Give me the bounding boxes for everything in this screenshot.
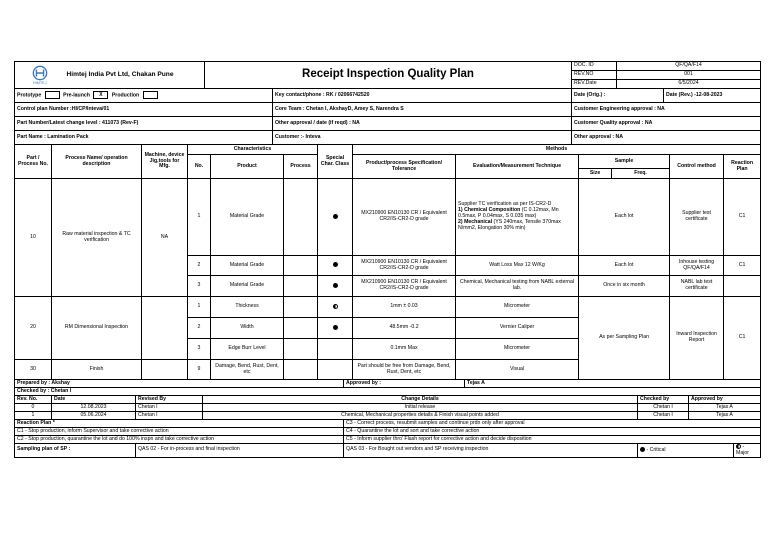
change-details-cell: Chemical, Mechanical properties details & Finish visual points added [203, 412, 638, 420]
product-cell: Material Grade [211, 276, 284, 297]
part-no-cell: 30 [15, 360, 52, 380]
col-freq: Freq. [612, 169, 670, 179]
char-no-cell: 3 [188, 339, 211, 360]
footer-table [14, 379, 761, 458]
special-class-cell [318, 179, 353, 256]
rev-date-header: Date [52, 396, 136, 404]
spec-cell: Part should be free from Damage, Bend, Rust, Dent, etc [353, 360, 456, 380]
control-cell: Inhouse testing QF/QA/F14 [670, 256, 724, 276]
control-plan-number: Control plan Number :HI/CP/Inteva/01 [15, 103, 273, 117]
reaction-plan-label: Reaction Plan * [15, 420, 344, 428]
char-no-cell: 9 [188, 360, 211, 380]
production-checkbox[interactable] [143, 91, 158, 99]
production-label: Production [111, 92, 140, 99]
product-cell: Edge Burr Level [211, 339, 284, 360]
change-details-header: Change Details [203, 396, 638, 404]
col-spec: Product/process Specification/ Tolerance [353, 155, 456, 179]
doc-id-label: DOC. ID [572, 62, 617, 71]
reaction-c2: C2 - Stop production, quarantine the lot and do 100% inspn and take corrective action [15, 436, 344, 444]
major-half-circle-icon [333, 304, 338, 309]
reaction-c4: C4 - Quarantine the lot and sort and take corrective action [344, 428, 761, 436]
sampling-qas03: QAS 03 - For Bought out vendors and SP receiving inspection [344, 444, 638, 458]
sample-cell: Once in six month [579, 276, 670, 297]
customer-engineering-approval: Customer Engineering approval : NA [572, 103, 761, 117]
eval-cell: Watt Loss Max 12 W/Kg [456, 256, 579, 276]
col-special-char: Special Char. Class [318, 145, 353, 179]
col-methods: Methods [353, 145, 761, 155]
quality-plan-sheet [14, 61, 760, 458]
revised-by-header: Revised By [136, 396, 203, 404]
critical-bullet-icon [333, 214, 338, 219]
special-class-cell [318, 256, 353, 276]
product-cell: Width [211, 318, 284, 339]
reaction-c1: C1 - Stop production, inform Supervisor and take corrective action [15, 428, 344, 436]
spec-cell: 48.5mm -0.2 [353, 318, 456, 339]
header-table [14, 61, 761, 89]
doc-id-value: QF/QA/F14 [617, 62, 761, 71]
col-part-no: Part / Process No. [15, 145, 52, 179]
customer-quality-approval: Customer Quality approval : NA [572, 117, 761, 131]
rev-no-cell: 0 [15, 404, 52, 412]
approved-by-header: Approved by [689, 396, 761, 404]
col-size: Size [579, 169, 612, 179]
eval-intro: Supplier TC verification as per IS-CR2-D [458, 201, 552, 208]
table-row [15, 412, 761, 420]
col-eval: Evaluation/Measurement Technique [456, 155, 579, 179]
machine-cell: NA [142, 179, 188, 297]
control-cell: NABL lab test certificate [670, 276, 724, 297]
col-process: Process [284, 155, 318, 179]
process-cell [284, 360, 318, 380]
logo-text: HIMTEJ [32, 80, 47, 85]
reaction-c3: C3 - Correct process, resubmit samples and continue prdn only after approval [344, 420, 761, 428]
legend-major-label: - Major [736, 443, 750, 456]
change-details-cell: Initial release [203, 404, 638, 412]
checked-by-header: Checked by [638, 396, 689, 404]
logo-icon [31, 65, 49, 81]
reaction-cell: C1 [724, 297, 761, 380]
process-cell [284, 297, 318, 318]
part-name: Part Name : Lamination Pack [15, 131, 273, 145]
process-cell [284, 318, 318, 339]
char-no-cell: 2 [188, 318, 211, 339]
revised-by-cell: Chetan I [136, 404, 203, 412]
product-cell: Thickness [211, 297, 284, 318]
prelaunch-checkbox[interactable]: X [93, 91, 108, 99]
eval-cell: Vernier Caliper [456, 318, 579, 339]
spec-cell: 1mm ± 0.03 [353, 297, 456, 318]
page-title: Receipt Inspection Quality Plan [205, 62, 572, 89]
special-class-cell [318, 339, 353, 360]
approved-by-name: Tejas A [465, 380, 761, 388]
prototype-checkbox[interactable] [45, 91, 60, 99]
part-number: Part Number/Latest change level : 411073 (Rev-F) [15, 117, 273, 131]
process-cell [284, 339, 318, 360]
col-product: Product [211, 155, 284, 179]
table-row [15, 404, 761, 412]
char-no-cell: 2 [188, 256, 211, 276]
spec-cell: 0.1mm Max [353, 339, 456, 360]
special-class-cell [318, 318, 353, 339]
critical-legend-icon [640, 447, 645, 452]
critical-bullet-icon [333, 283, 338, 288]
eval-cell: Visual [456, 360, 579, 380]
prototype-label: Prototype [17, 92, 42, 99]
eval-mech-heading: 2) Mechanical [458, 218, 493, 225]
rev-date-label: REV.Date [572, 80, 617, 89]
process-cell [284, 276, 318, 297]
part-no-cell: 20 [15, 297, 52, 360]
sampling-plan-label: Sampling plan of SP : [15, 444, 136, 458]
rev-date-cell: 12.08.2023 [52, 404, 136, 412]
table-row [15, 179, 761, 256]
company-name: Himtej India Pvt Ltd, Chakan Pune [65, 62, 205, 89]
product-cell: Material Grade [211, 256, 284, 276]
info-table [14, 88, 761, 145]
machine-cell [142, 360, 188, 380]
special-class-cell [318, 360, 353, 380]
process-name-cell: Raw material inspection & TC verification [52, 179, 142, 297]
revised-by-cell: Chetan I [136, 412, 203, 420]
eval-mech-text: (YS 240max, Tensile 370max N/mm2, Elongation 30% min) [458, 218, 561, 231]
core-team: Core Team : Chetan I, AkshayD, Amey S, Narendra S [273, 103, 572, 117]
eval-cell: Chemical, Mechanical testing from NABL external lab. [456, 276, 579, 297]
process-cell [284, 256, 318, 276]
col-characteristics: Characteristics [188, 145, 318, 155]
col-reaction: Reaction Plan [724, 155, 761, 179]
legend-critical-label: - Critical [646, 446, 666, 453]
reaction-cell: C1 [724, 256, 761, 276]
sampling-qas02: QAS 02 - For in-process and final inspection [136, 444, 344, 458]
special-class-cell [318, 297, 353, 318]
col-no: No. [188, 155, 211, 179]
control-cell: Inward Inspection Report [670, 297, 724, 380]
special-class-cell [318, 276, 353, 297]
col-process-name: Process Name/ operation description [52, 145, 142, 179]
date-orig: Date (Orig.) : [572, 89, 664, 103]
table-row [15, 297, 761, 318]
eval-cell [456, 179, 579, 256]
product-cell: Damage, Bend, Rust, Dent, etc [211, 360, 284, 380]
checked-by-cell: Chetan I [638, 412, 689, 420]
eval-chem-heading: 1) Chemical Composition [458, 207, 521, 214]
col-control: Control method [670, 155, 724, 179]
phase-selector [15, 89, 273, 103]
rev-no-value: 001 [617, 71, 761, 80]
sample-cell: Each lot [579, 179, 670, 256]
date-rev: Date (Rev.) -12-08-2023 [664, 89, 761, 103]
process-name-cell: Finish [52, 360, 142, 380]
customer: Customer :- Inteva [273, 131, 572, 145]
process-cell [284, 179, 318, 256]
part-no-cell: 10 [15, 179, 52, 297]
approved-by: Approved by : [344, 380, 465, 388]
char-no-cell: 1 [188, 297, 211, 318]
major-legend-icon [736, 444, 741, 449]
sample-cell: As per Sampling Plan [579, 297, 670, 380]
process-name-cell: RM Dimensional Inspection [52, 297, 142, 360]
reaction-cell [724, 276, 761, 297]
reaction-c5: C5 - Inform supplier thro' Flash report for corrective action and decide disposition [344, 436, 761, 444]
company-logo [15, 62, 65, 89]
prepared-by: Prepared by : Akshay [15, 380, 344, 388]
rev-date-cell: 05.06.2024 [52, 412, 136, 420]
product-cell: Material Grade [211, 179, 284, 256]
prelaunch-label: Pre-launch [63, 92, 90, 99]
char-no-cell: 1 [188, 179, 211, 256]
char-no-cell: 3 [188, 276, 211, 297]
col-sample: Sample [579, 155, 670, 169]
spec-cell: MX210900 EN10130 CR / Equivalent CR2/IS-CR2-D grade [353, 256, 456, 276]
rev-no-header: Rev. No. [15, 396, 52, 404]
eval-cell: Micrometer [456, 297, 579, 318]
machine-cell [142, 297, 188, 360]
legend-critical [638, 444, 734, 458]
checked-by-cell: Chetan I [638, 404, 689, 412]
eval-chem-text: (C 0.12max, Mn 0.5max, P 0.04max, S 0.035 max) [458, 207, 559, 220]
inspection-plan-table [14, 144, 761, 380]
other-approval-date: Other approval / date (if reqd) : NA [273, 117, 572, 131]
critical-bullet-icon [333, 262, 338, 267]
spec-cell: MX210900 EN10130 CR / Equivalent CR2/IS-CR2-D grade [353, 276, 456, 297]
spec-cell: MX210900 EN10130 CR / Equivalent CR2/IS-CR2-D grade [353, 179, 456, 256]
approved-by-cell: Tejas A [689, 412, 761, 420]
critical-bullet-icon [333, 325, 338, 330]
rev-no-label: REV.NO [572, 71, 617, 80]
approved-by-cell: Tejas A [689, 404, 761, 412]
checked-by: Checked by : Chetan I [15, 388, 761, 396]
rev-date-value: 6/5/2024 [617, 80, 761, 89]
other-approval: Other approval : NA [572, 131, 761, 145]
control-cell: Supplier test certificate [670, 179, 724, 256]
col-machine: Machine, device Jig,tools for Mfg. [142, 145, 188, 179]
sample-cell: Each lot [579, 256, 670, 276]
reaction-cell: C1 [724, 179, 761, 256]
eval-cell: Micrometer [456, 339, 579, 360]
legend-major [734, 444, 761, 458]
key-contact: Key contact/phone : RK / 02066742520 [273, 89, 572, 103]
rev-no-cell: 1 [15, 412, 52, 420]
